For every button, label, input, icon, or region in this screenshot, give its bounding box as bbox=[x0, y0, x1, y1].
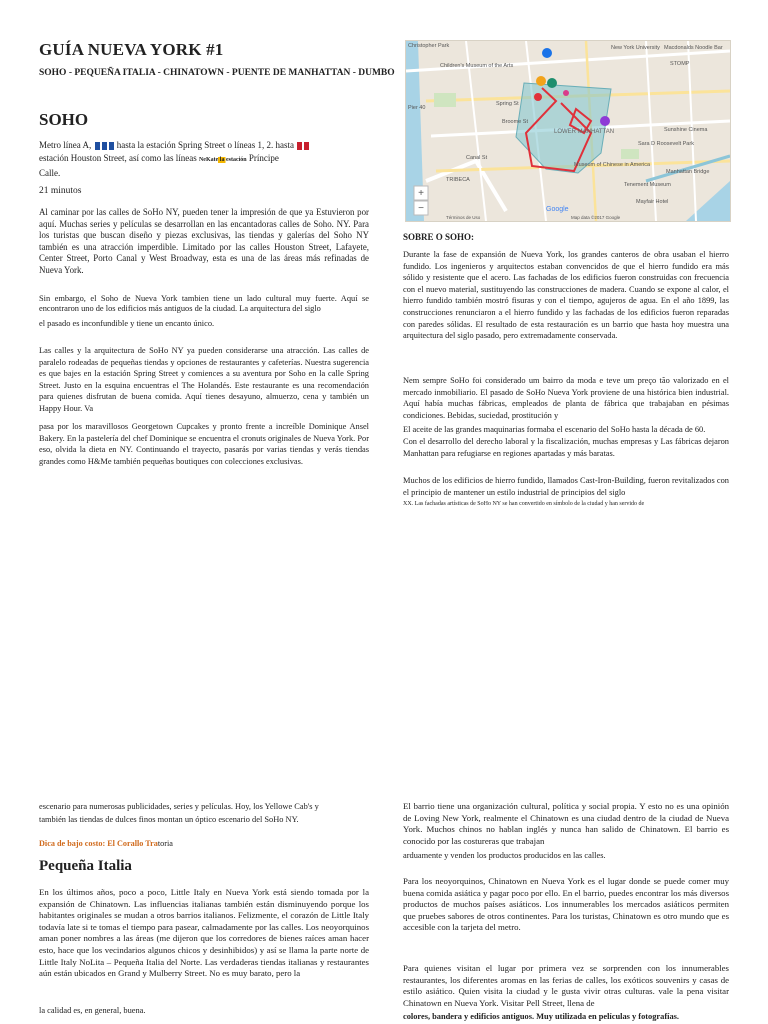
page-subtitle: SOHO - PEQUEÑA ITALIA - CHINATOWN - PUENTE DE MANHATTAN - DUMBO bbox=[39, 68, 395, 78]
pequena-italia-heading: Pequeña Italia bbox=[39, 858, 132, 874]
metro-line-e-badge-icon bbox=[109, 142, 114, 150]
map-label-17: Términos de Uso bbox=[446, 215, 481, 220]
map-label-16: Map data ©2017 Google bbox=[571, 215, 621, 220]
map-label-8: Museum of Chinese in America bbox=[574, 162, 651, 168]
chinatown-paragraph-3b: colores, bandera y edificios antiguos. Muy utilizada en películas y fotografías. bbox=[403, 1012, 679, 1021]
pequena-italia-paragraph: En los últimos años, poco a poco, Little Italy en Nueva York está siendo tomada por la expansión de Chinatown. Las influencias italianas también están disminuyendo porque los habitantes originales se mudan a otros barrios italianos. Felizmente, el corazón de Little Italy todavía late si te tomas el tiempo para pasear, calmadamente por las calles. Los neoyorquinos aman poner nombres a las áreas (me dijeron que los corredores de bienes raíces aman hacer esto, hace que los vecindarios algunos chicos y desinhibidos) y así se llama la parte norte de Little Italy NoLita – Pequeña Italia del Norte. Las verdaderas tiendas italianas y restaurantes aún están ubicados en Grand y Mulberry Street. No es muy barato, pero la bbox=[39, 887, 369, 979]
soho-paragraph-1: Al caminar por las calles de SoHo NY, pueden tener la impresión de que ya Estuvieron por aquí. Muchas series y películas se desarrollan en las encantadoras calles de Soho. NY. Para los turistas que buscan diseño y piezas exclusivas, las tiendas y galerías del Soho NY también es una atracción imperdible. Limitado por las calles Houston Street, Lafayete, Center Street, Porto Canal y West Broadway, esta es una de las áreas más refinadas de Nueva York. bbox=[39, 207, 369, 275]
chinatown-paragraph-1: El barrio tiene una organización cultural, política y social propia. Y esto no es una opinión de Loving New York, realmente el Chinatown es una ciudad dentro de la ciudad de Nueva York. Muchos chinos no hablan inglés y nunca han salido de Chinatown. El barrio es conocido por las costureras que trabajan bbox=[403, 801, 729, 846]
map-label-0: Christopher Park bbox=[408, 43, 450, 49]
map-label-13: Spring St bbox=[496, 101, 519, 107]
map-label-7: Sunshine Cinema bbox=[664, 127, 708, 133]
map-label-2: Macdonalds Noodle Bar bbox=[664, 45, 723, 51]
travel-time: 21 minutos bbox=[39, 186, 82, 196]
metro-line-a: Metro línea A, bbox=[39, 140, 92, 150]
sobre-paragraph-2: Nem sempre SoHo foi considerado um bairro da moda e teve um preço tão valorizado en el mercado inmobiliario. El pasado de SoHo Nueva York proviene de una histórica bien industrial. Aquí había muchas fábricas, empleados de planta de fábrica que trabajaban en pésimas condiciones. Bebidas, suciedad, prostitución y bbox=[403, 376, 729, 420]
metro-line-b: hasta la estación Spring Street o líneas 1, 2. hasta bbox=[116, 140, 294, 150]
low-cost-tip bbox=[39, 839, 173, 848]
sobre-paragraph-3: Muchos de los edificios de hierro fundido, llamados Cast-Iron-Building, fueron revitalizados con el principio de mantener un estilo industrial de principios del siglo bbox=[403, 476, 729, 497]
sobre-paragraph-3b: XX. Las fachadas artísticas de SoHo NY se han convertido en símbolo de la ciudad y han servido de bbox=[403, 501, 645, 507]
map-label-19: Mayfair Hotel bbox=[636, 199, 669, 205]
metro-line-d-text: NeKate la estación bbox=[198, 157, 247, 163]
map-label-4: STOMP bbox=[670, 61, 690, 67]
soho-paragraph-2b: el pasado es inconfundible y tiene un encanto único. bbox=[39, 319, 215, 328]
soho-map[interactable] bbox=[405, 40, 731, 222]
soho-paragraph-2: Sin embargo, el Soho de Nueva York tambien tiene un lado cultural muy fuerte. Aquí se encontraron uno de los edificios más antiguos de la ciudad. La arquitectura del siglo bbox=[39, 294, 369, 313]
map-label-12: Canal St bbox=[466, 155, 488, 161]
page-title: GUÍA NUEVA YORK #1 bbox=[39, 40, 224, 59]
sobre-paragraph-1: Durante la fase de expansión de Nueva York, los grandes canteros de obra usaban el hierro fundido. Los ingenieros y arquitectos estaban convencidos de que el hierro fundido era más sólido y resistente que el acero. Las fachadas de los edificios fueron construidas con frecuencia con el nuevo material, sustituyendo las construcciones de madera. Cuando se expone al calor, el hierro fundido también mostró fisuras y con el tiempo, agujeros de agua. En el año 1899, las construcciones renunciaron a el hierro fundido y las fachadas de los edificios fueron reparadas con paredes sólidas. El resultado de esta restauración es un barrio que hasta hoy muestra una arquitectura del siglo pasado, pero extremadamente conservada. bbox=[403, 250, 729, 341]
map-label-3: Children's Museum of the Arts bbox=[440, 63, 514, 69]
map-label-1: New York University bbox=[611, 45, 660, 51]
map-label-14: Broome St bbox=[502, 119, 528, 125]
chinatown-paragraph-3: Para quienes visitan el lugar por primera vez se sorprenden con los innumerables restaurantes, los diferentes aromas en las ferias de calles, los exóticos souvenirs y casas de estilo asiático. Quien visita la ciudad y le gusta vivir otras culturas. vale la pena visitar Chinatown en Nueva York. Visitar Pell Street, llena de bbox=[403, 963, 729, 1008]
metro-line-c-badge-icon bbox=[102, 142, 107, 150]
low-cost-tip-label: Dica de bajo costo: El Corallo Tra bbox=[39, 839, 158, 848]
metro-line-2-badge-icon bbox=[304, 142, 309, 150]
chinatown-paragraph-1b: arduamente y venden los productos producidos en las calles. bbox=[403, 851, 606, 860]
page2-left-paragraph-1: escenario para numerosas publicidades, series y películas. Hoy, los Yellowe Cab's y bbox=[39, 802, 319, 811]
map-label-11: Sara D Roosevelt Park bbox=[638, 141, 694, 147]
map-zoom-in: + bbox=[418, 188, 424, 199]
soho-heading: SOHO bbox=[39, 110, 89, 129]
chinatown-paragraph-2: Para los neoyorquinos, Chinatown en Nueva York es el lugar donde se puede comer muy buena comida asiática y pagar poco por ello. En el barrio, puedes encontrar los más diversos productos de muchos países asiáticos. Los innumerables los mercados asiáticos permiten que pruebes sabores de otros continentes. Para los turistas, Chinatown es otro mundo que es accesible con la tarjeta del metro. bbox=[403, 876, 729, 933]
low-cost-tip-rest: toria bbox=[157, 839, 173, 848]
metro-line-f-text: Calle. bbox=[39, 168, 61, 178]
pequena-italia-paragraph-end: la calidad es, en general, buena. bbox=[39, 1006, 146, 1015]
map-graphic bbox=[406, 41, 730, 221]
metro-line-c-text: estación Houston Street, así como las líneas bbox=[39, 153, 197, 163]
sobre-paragraph-2b: El aceite de las grandes maquinarias formaba el escenario del SoHo hasta la década de 60. bbox=[403, 425, 706, 434]
map-zoom-out: − bbox=[418, 203, 424, 214]
map-label-5: Pier 40 bbox=[408, 105, 426, 111]
sobre-paragraph-2c: Con el desarrollo del derecho laboral y la fiscalización, muchas empresas y Las fábricas dejaron Manhattan para refugiarse en regiones apartadas y más baratas. bbox=[403, 437, 729, 458]
map-label-18: TRIBECA bbox=[446, 177, 470, 183]
map-label-10: Tenement Museum bbox=[624, 182, 671, 188]
sobre-heading: SOBRE O SOHO: bbox=[403, 232, 475, 242]
page2-left-paragraph-1b: también las tiendas de dulces finos montan un óptico escenario del SoHo NY. bbox=[39, 815, 299, 824]
soho-paragraph-3: Las calles y la arquitectura de SoHo NY ya pueden considerarse una atracción. Las calles de paralelo rodeadas de pequeñas tiendas y opciones de restaurantes y cafeterías. Nuestra sugerencia es que bajes en la estación Spring Street y comiences a su aventura por Soho en la calle Spring Street. Justo en la esquina encuentras el The Holandés. Este restaurante es una recomendación para quienes disfrutan de buena comida. Aquí tienes desayuno, almuerzo, cena y también un Happy Hour. Va bbox=[39, 346, 369, 413]
metro-line-e-text: Príncipe bbox=[248, 153, 279, 163]
metro-line-a-badge-icon bbox=[95, 142, 100, 150]
metro-info bbox=[39, 139, 369, 180]
soho-paragraph-4: pasa por los maravillosos Georgetown Cupcakes y pronto frente a increíble Dominique Ansel Bakery. En la pastelería del chef Dominique se encuentra el cronuts originales de Nueva York. Por eso, olvida la dieta en NY. Continuando el trayecto, pasarás por varias tiendas y verás tiendas grandes como H&Me también pequeñas boutiques con colecciones exclusivas. bbox=[39, 422, 369, 466]
map-label-6: LOWER MANHATTAN bbox=[554, 129, 615, 135]
metro-line-1-badge-icon bbox=[297, 142, 302, 150]
map-label-9: Manhattan Bridge bbox=[666, 169, 710, 175]
map-label-15: Google bbox=[546, 206, 569, 213]
